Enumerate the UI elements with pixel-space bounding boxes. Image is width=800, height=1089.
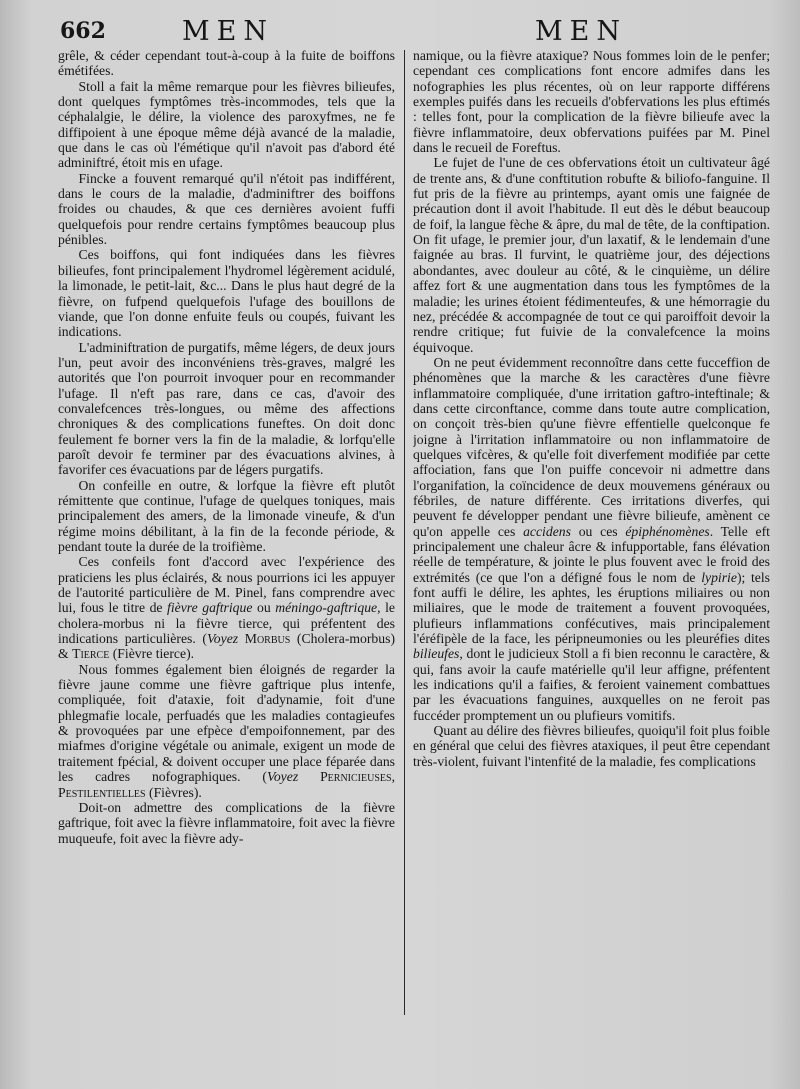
right-column: [413, 48, 770, 1078]
text-run: . Telle eft principalement une chaleur âcre & infupportable, fans élévation réelle de température, & jointe le plus fouvent avec le froid des extrémités (ce que l'on a défigné fous le nom de: [413, 523, 770, 585]
paragraph: Quant au délire des fièvres bilieufes, quoiqu'il foit plus foible en général que celui des fièvres ataxiques, il peut être cependant très-violent, fuivant l'intenfité de la maladie, fes complications: [413, 723, 770, 769]
cross-reference-voyez: Voyez: [206, 631, 239, 647]
running-head-left: MEN: [182, 16, 274, 47]
text-run: ou ces: [570, 523, 626, 539]
italic-term: bilieufes: [413, 646, 460, 662]
text-run: , le cholera-morbus ni la fièvre tierce, qui préfentent des indications particulières. (: [58, 600, 395, 647]
page-header: [0, 14, 800, 50]
cross-reference-pestilentielles: Pestilentielles: [58, 784, 146, 800]
paragraph: Fincke a fouvent remarqué qu'il n'étoit pas indifférent, dans le cours de la maladie, d'adminiftrer des boiffons froides ou chaudes, & que ces dernières avoient fuffi quelquefois pour rendre certains fymptômes beaucoup plus pénibles.: [58, 170, 395, 248]
paragraph: [413, 355, 770, 723]
italic-term: méningo-gaftrique: [275, 600, 378, 616]
paragraph: Stoll a fait la même remarque pour les fièvres bilieufes, dont quelques fymptômes très-incommodes, tels que la céphalalgie, le délire, la violence des paroxyfmes, ne fe diffipoient à une époque même déjà avancé de la maladie, que dans le cas où l'émétique qu'il n'avoit pas d'abord été adminiftré, étoit mis en ufage.: [58, 78, 395, 171]
text-run: [298, 769, 320, 784]
text-run: On ne peut évidemment reconnoître dans cette fucceffion de phénomènes que la marche & les caractères d'une fièvre inflammatoire compliquée, d'une irritation gaftro-inteftinale; & dans cette circonftance, comme dans toute autre complication, on conçoit très-bien qu'une fièvre effentielle quelconque fe joigne à l'irritation inflammatoire ou non inflammatoire de quelques vifcères, & qu'elle foit diverfement modifiée par cette affociation, fans que l'on puiffe concevoir ni admettre dans l'organifation, la coïncidence de deux mouvemens généraux ou fébriles, de nature différente. Ces irritations diverfes, qui peuvent fe développer pendant une fièvre bilieufe, amènent ce qu'on appelle ces: [413, 354, 770, 539]
text-run: Nous fommes également bien éloignés de regarder la fièvre jaune comme une fièvre gaftrique plus intenfe, compliquée, foit d'ataxie, foit d'adynamie, foit d'une phlegmafie locale, perfuadés que les maladies contagieufes & provoquées par une efpèce d'empoifonnement, par des miafmes d'origine végétale ou animale, exigent un mode de traitement fpécial, & doivent occuper une place féparée dans les cadres nofographiques. (: [58, 661, 395, 785]
cross-reference-pernicieuses: Pernicieuses: [320, 769, 392, 785]
left-column: [58, 48, 395, 1078]
page-number: 662: [60, 18, 106, 44]
italic-term: fièvre gaftrique: [167, 600, 253, 616]
column-rule: [404, 50, 405, 1015]
text-run: Ces confeils font d'accord avec l'expérience des praticiens les plus éclairés, & nous pourrions ici les appuyer de l'autorité particulière de M. Pinel, fans comprendre avec lui, fous le titre de: [58, 554, 395, 616]
cross-reference-voyez: Voyez: [266, 769, 299, 785]
italic-term: lypirie: [701, 569, 737, 585]
text-run: (Fièvres).: [145, 784, 202, 800]
italic-term: épiphénomènes: [625, 523, 710, 539]
paragraph: [58, 554, 395, 661]
text-run: (Cholera-morbus) &: [58, 631, 395, 662]
paragraph: namique, ou la fièvre ataxique? Nous fommes loin de le penfer; cependant ces complications font encore admifes dans les nofographies les plus récentes, où on leur rapporte différens exemples puifés dans les recueils d'obfervations les plus eftimés : telles font, pour la complication de la fièvre bilieufe avec la fièvre inflammatoire, deux obfervations puifées par M. Pinel dans le recueil de Foreftus.: [413, 48, 770, 156]
paragraph: On confeille en outre, & lorfque la fièvre eft plutôt rémittente que continue, l'ufage de quelques toniques, mais principalement des amers, de la limonade vineufe, & d'un régime moins débilitant, à la fin de la feconde période, & pendant toute la durée de la troifième.: [58, 477, 395, 554]
text-run: ou: [252, 600, 276, 616]
cross-reference-morbus: Morbus: [244, 631, 291, 647]
text-run: , dont le judicieux Stoll a fi bien reconnu le caractère, & qui, fans avoir la caufe matérielle qu'il leur affigne, préfentent les indications qu'il a faifies, & feroient vainement combattues par les évacuations fanguines, auxquelles on ne feroit pas fuccéder promptement un ou plufieurs vomitifs.: [413, 646, 770, 723]
paragraph: L'adminiftration de purgatifs, même légers, de deux jours l'un, peut avoir des inconvéniens très-graves, malgré les autorités que l'on pourroit invoquer pour en recommander l'ufage. Il n'eft pas rare, dans ce cas, d'avoir des convalefcences très-longues, ou même des affections chroniques & des complications funeftes. On doit donc feulement fe borner vers la fin de la maladie, & lorfqu'elle paroît devoir fe terminer par des évacuations alvines, à favorifer ces évacuations par de légers purgatifs.: [58, 339, 395, 478]
text-run: ); tels font auffi le délire, les aphtes, les éruptions miliaires ou non miliaires, que le mode de traitement a fouvent provoquées, plufieurs inflammations confécutives, mais principalement l'éréfipèle de la face, les péripneumonies ou les pleuréfies dites: [413, 569, 770, 647]
paragraph: Le fujet de l'une de ces obfervations étoit un cultivateur âgé de trente ans, & d'une conftitution robufte & biliofo-fanguine. Il fut pris de la fièvre au printemps, ayant omis une faignée de précaution dont il avoit l'habitude. Il eut dès le début beaucoup de foif, la langue fèche & âpre, du mal de tête, de la conftipation. On fit ufage, le premier jour, d'un laxatif, & le lendemain d'une faignée au bras. Il furvint, le quatrième jour, des déjections abondantes, avec douleur au côté, & le cinquième, un délire affez fort & une augmentation dans tous les fymptômes de la maladie; les urines étoient fédimenteufes, & une hémorragie du nez, précédée & accompagnée de tout ce qui paroiffoit devoir la rendre critique; fut fuivie de la convalefcence la moins équivoque.: [413, 155, 770, 355]
paragraph: Ces boiffons, qui font indiquées dans les fièvres bilieufes, font principalement l'hydromel légèrement acidulé, la limonade, le petit-lait, &c... Dans le plus haut degré de la fièvre, on fufpend quelquefois l'ufage des bouillons de viande, que l'on donne enfuite feuls ou coupés, fuivant les indications.: [58, 247, 395, 340]
italic-term: accidens: [523, 523, 571, 539]
cross-reference-tierce: Tierce: [72, 646, 110, 662]
paragraph: [58, 662, 395, 800]
text-run: (Fièvre tierce).: [109, 646, 195, 662]
paragraph: grêle, & céder cependant tout-à-coup à la fuite de boiffons émétifées.: [58, 48, 395, 79]
paragraph: Doit-on admettre des complications de la fièvre gaftrique, foit avec la fièvre inflammatoire, foit avec la fièvre muqueufe, foit avec la fièvre ady-: [58, 799, 395, 846]
text-run: ,: [391, 769, 395, 785]
text-run: [238, 631, 245, 646]
running-head-right: MEN: [535, 16, 627, 47]
